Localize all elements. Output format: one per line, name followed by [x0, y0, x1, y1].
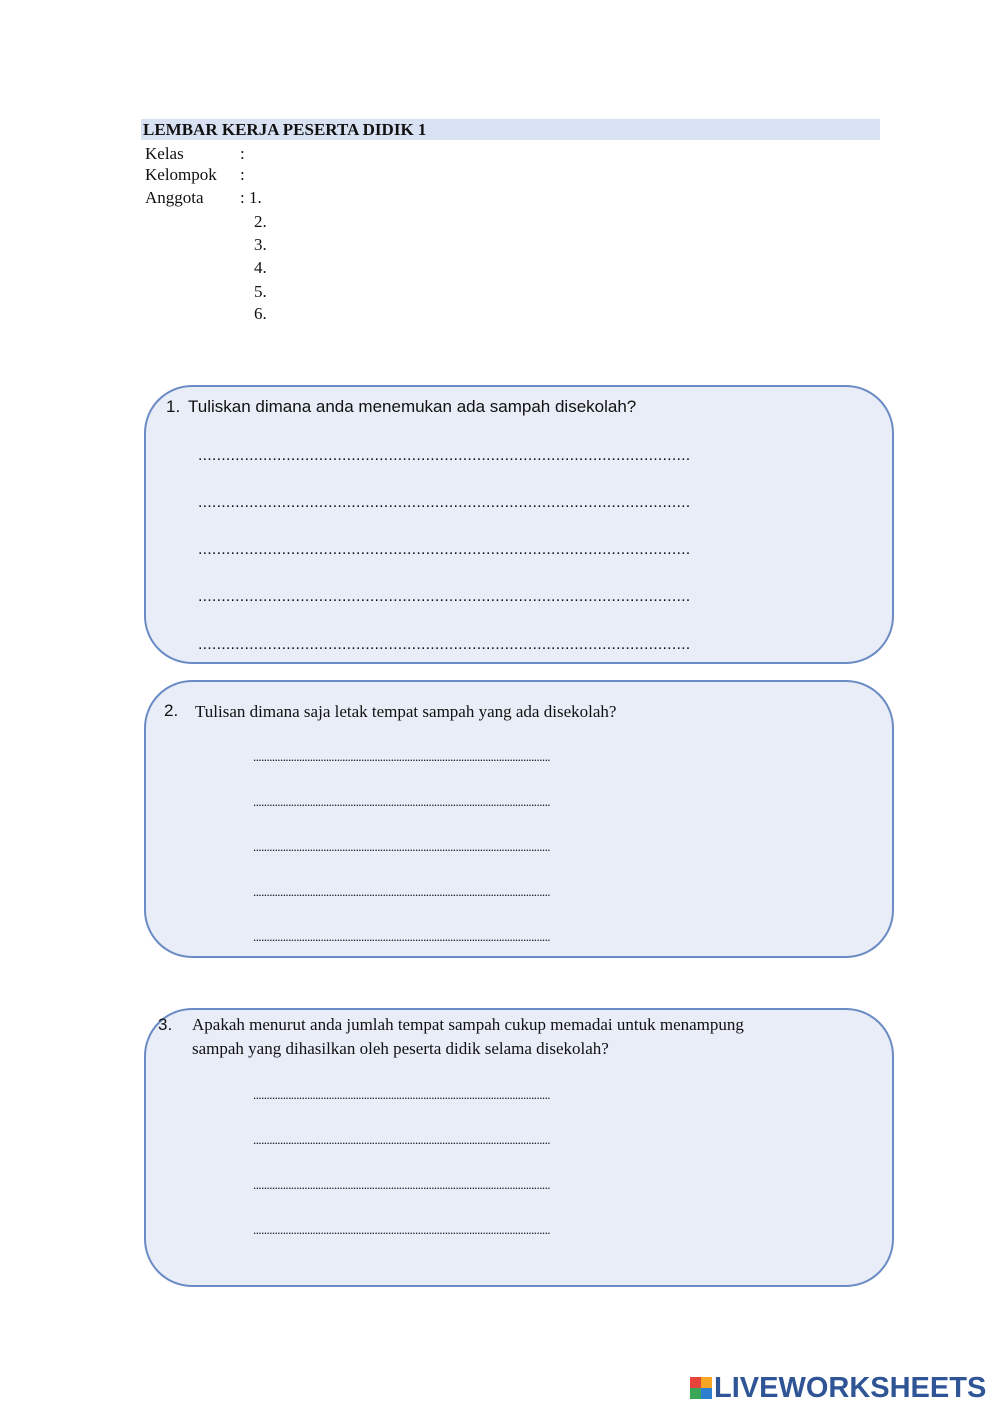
logo-mark-icon	[690, 1377, 712, 1399]
question-3-text-line-1: Apakah menurut anda jumlah tempat sampah cukup memadai untuk menampung	[192, 1015, 744, 1034]
answer-line[interactable]: ..........................................................................................................	[198, 541, 691, 558]
answer-line[interactable]: ..............................................................................................................	[253, 749, 551, 764]
question-1-text: Tuliskan dimana anda menemukan ada sampah disekolah?	[188, 397, 637, 416]
logo-text: LIVEWORKSHEETS	[714, 1372, 987, 1404]
kelompok-label: Kelompok	[145, 165, 217, 184]
page-title: LEMBAR KERJA PESERTA DIDIK 1	[143, 120, 427, 139]
question-2-number: 2.	[164, 701, 179, 720]
member-6: 6.	[254, 304, 267, 323]
question-3-text-line-2: sampah yang dihasilkan oleh peserta didik selama disekolah?	[192, 1039, 609, 1058]
answer-line[interactable]: ..........................................................................................................	[198, 636, 691, 653]
liveworksheets-logo	[690, 1373, 986, 1403]
anggota-first: : 1.	[240, 188, 262, 207]
member-5: 5.	[254, 282, 267, 301]
answer-line[interactable]: ..............................................................................................................	[253, 1132, 551, 1147]
answer-line[interactable]: ..............................................................................................................	[253, 884, 551, 899]
question-3-number: 3.	[158, 1015, 173, 1034]
anggota-label: Anggota	[145, 188, 204, 207]
logo-square-orange	[701, 1377, 712, 1388]
kelas-label: Kelas	[145, 144, 184, 163]
question-2-text: Tulisan dimana saja letak tempat sampah yang ada disekolah?	[195, 702, 617, 721]
answer-line[interactable]: ..............................................................................................................	[253, 929, 551, 944]
kelompok-colon: :	[240, 165, 245, 184]
logo-square-green	[690, 1388, 701, 1399]
answer-line[interactable]: ..............................................................................................................	[253, 839, 551, 854]
member-4: 4.	[254, 258, 267, 277]
kelas-colon: :	[240, 144, 245, 163]
answer-line[interactable]: ..........................................................................................................	[198, 494, 691, 511]
question-1-number: 1.	[166, 397, 181, 416]
answer-line[interactable]: ..............................................................................................................	[253, 1177, 551, 1192]
question-1-box	[144, 385, 894, 664]
member-3: 3.	[254, 235, 267, 254]
answer-line[interactable]: ..............................................................................................................	[253, 1222, 551, 1237]
answer-line[interactable]: ..............................................................................................................	[253, 794, 551, 809]
answer-line[interactable]: ..........................................................................................................	[198, 588, 691, 605]
answer-line[interactable]: ..........................................................................................................	[198, 447, 691, 464]
member-2: 2.	[254, 212, 267, 231]
logo-square-blue	[701, 1388, 712, 1399]
answer-line[interactable]: ..............................................................................................................	[253, 1087, 551, 1102]
logo-square-red	[690, 1377, 701, 1388]
